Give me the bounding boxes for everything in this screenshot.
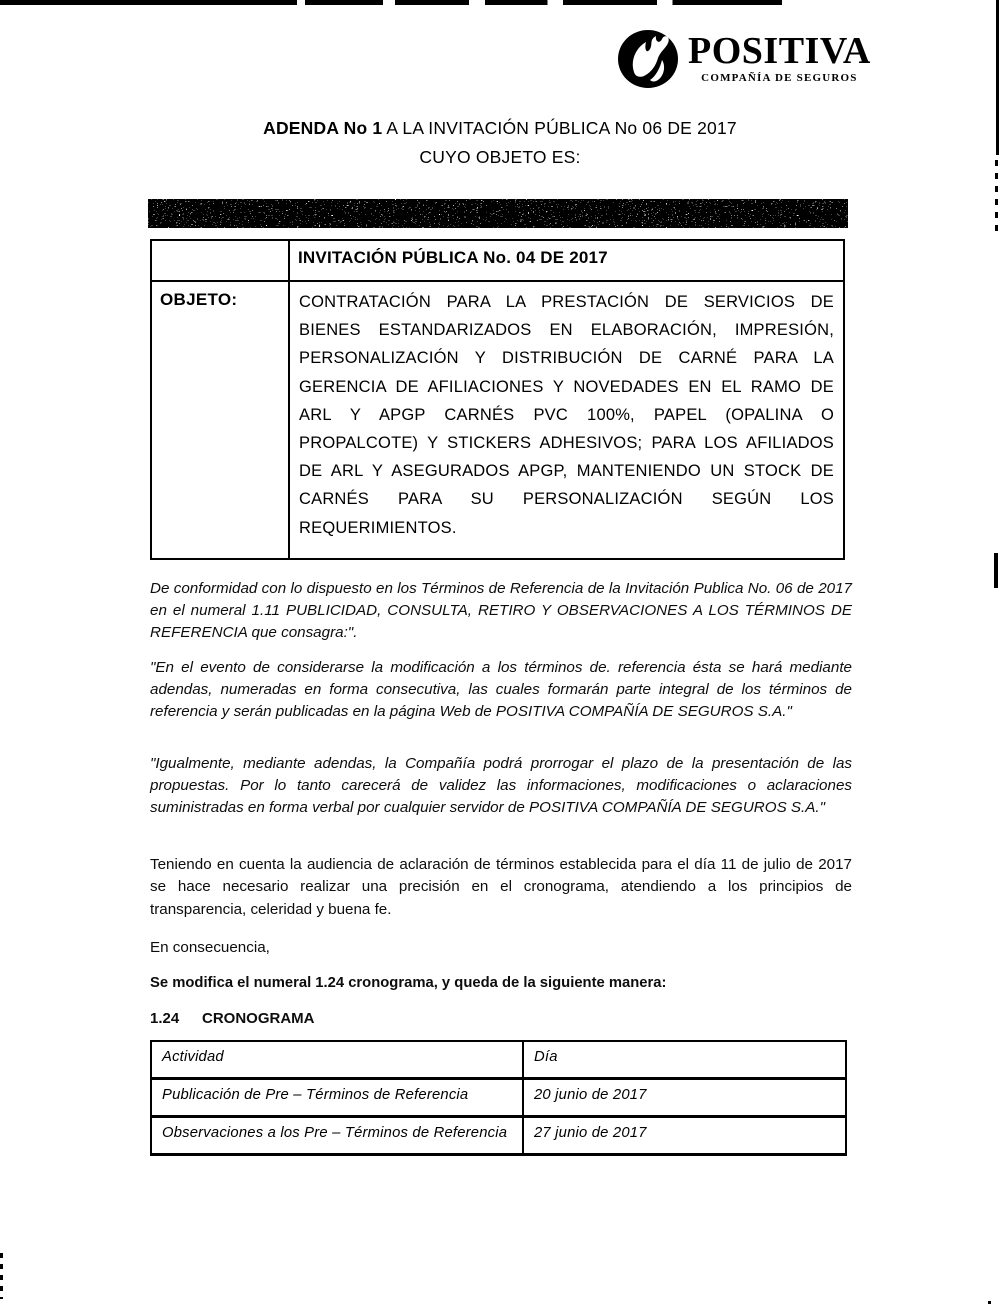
scan-artifact-bottom-right-dot bbox=[988, 1301, 991, 1304]
invitation-table bbox=[150, 239, 845, 560]
title-line-1 bbox=[0, 114, 1000, 143]
objeto-text: CONTRATACIÓN PARA LA PRESTACIÓN DE SERVICIOS DE BIENES ESTANDARIZADOS EN ELABORACIÓN, IMPRESIÓN, PERSONALIZACIÓN Y DISTRIBUCIÓN DE CARNÉ PARA LA GERENCIA DE AFILIACIONES Y NOVEDADES EN EL RAMO DE ARL Y APGP CARNÉS PVC 100%, PAPEL (OPALINA O PROPALCOTE) Y STICKERS ADHESIVOS; PARA LOS AFILIADOS DE ARL Y ASEGURADOS APGP, MANTENIENDO UN STOCK DE CARNÉS PARA SU PERSONALIZACIÓN SEGÚN LOS REQUERIMIENTOS. bbox=[289, 281, 844, 559]
objeto-label: OBJETO: bbox=[151, 281, 289, 559]
document-title bbox=[0, 114, 1000, 172]
company-logo bbox=[615, 28, 871, 90]
scan-artifact-bottom-left-dashes bbox=[0, 1253, 3, 1299]
table-row bbox=[151, 1117, 846, 1155]
table-row bbox=[151, 281, 844, 559]
cron-header-dia: Día bbox=[523, 1041, 846, 1079]
paragraph-audiencia: Teniendo en cuenta la audiencia de aclaración de términos establecida para el día 11 de julio de 2017 se hace necesario realizar una precisión en el cronograma, atendiendo a los principios de transparencia, celeridad y buena fe. bbox=[150, 856, 852, 918]
section-heading-cronograma bbox=[150, 1008, 852, 1030]
section-number: 1.24 bbox=[150, 1010, 180, 1027]
cron-cell-dia: 20 junio de 2017 bbox=[523, 1079, 846, 1117]
cronograma-table bbox=[150, 1040, 847, 1156]
paragraph-en-consecuencia: En consecuencia, bbox=[150, 939, 270, 956]
title-line-2: CUYO OBJETO ES: bbox=[419, 147, 581, 167]
positiva-logo-icon bbox=[615, 28, 681, 90]
title-line-1-rest: A LA INVITACIÓN PÚBLICA No 06 DE 2017 bbox=[382, 118, 737, 138]
cron-header-actividad: Actividad bbox=[151, 1041, 523, 1079]
paragraph-quote-prorroga: "Igualmente, mediante adendas, la Compañía podrá prorrogar el plazo de la presentación de las propuestas. Por lo tanto carecerá de validez las informaciones, modificaciones o aclaraciones suministradas en forma verbal por cualquier servidor de POSITIVA COMPAÑÍA DE SEGUROS S.A." bbox=[150, 755, 852, 816]
cron-cell-dia: 27 junio de 2017 bbox=[523, 1117, 846, 1155]
logo-company-name: POSITIVA bbox=[688, 30, 871, 72]
logo-company-subtitle: COMPAÑÍA DE SEGUROS bbox=[701, 72, 858, 84]
redacted-noise-band bbox=[148, 199, 848, 228]
paragraph-quote-adendas: "En el evento de considerarse la modificación a los términos de. referencia ésta se hará mediante adendas, numeradas en forma consecutiva, las cuales formarán parte integral de los términos de referencia y serán publicadas en la página Web de POSITIVA COMPAÑÍA DE SEGUROS S.A." bbox=[150, 659, 852, 720]
paragraph-reference-terms: De conformidad con lo dispuesto en los Términos de Referencia de la Invitación Publica No. 06 de 2017 en el numeral 1.11 PUBLICIDAD, CONSULTA, RETIRO Y OBSERVACIONES A LOS TÉRMINOS DE REFERENCIA que consagra:". bbox=[150, 580, 852, 641]
cron-cell-actividad: Observaciones a los Pre – Términos de Referencia bbox=[151, 1117, 523, 1155]
table-row bbox=[151, 1041, 846, 1079]
empty-header-cell bbox=[151, 240, 289, 281]
title-line-1-bold: ADENDA No 1 bbox=[263, 118, 383, 138]
logo-text-block bbox=[688, 28, 871, 84]
cron-cell-actividad: Publicación de Pre – Términos de Referencia bbox=[151, 1079, 523, 1117]
table-row bbox=[151, 1079, 846, 1117]
scan-artifact-right-segment bbox=[994, 553, 998, 588]
section-title: CRONOGRAMA bbox=[202, 1010, 315, 1027]
paragraph-se-modifica: Se modifica el numeral 1.24 cronograma, y queda de la siguiente manera: bbox=[150, 975, 667, 991]
scan-artifact-top-bar bbox=[0, 0, 782, 5]
table-row bbox=[151, 240, 844, 281]
invitation-number-cell: INVITACIÓN PÚBLICA No. 04 DE 2017 bbox=[289, 240, 844, 281]
